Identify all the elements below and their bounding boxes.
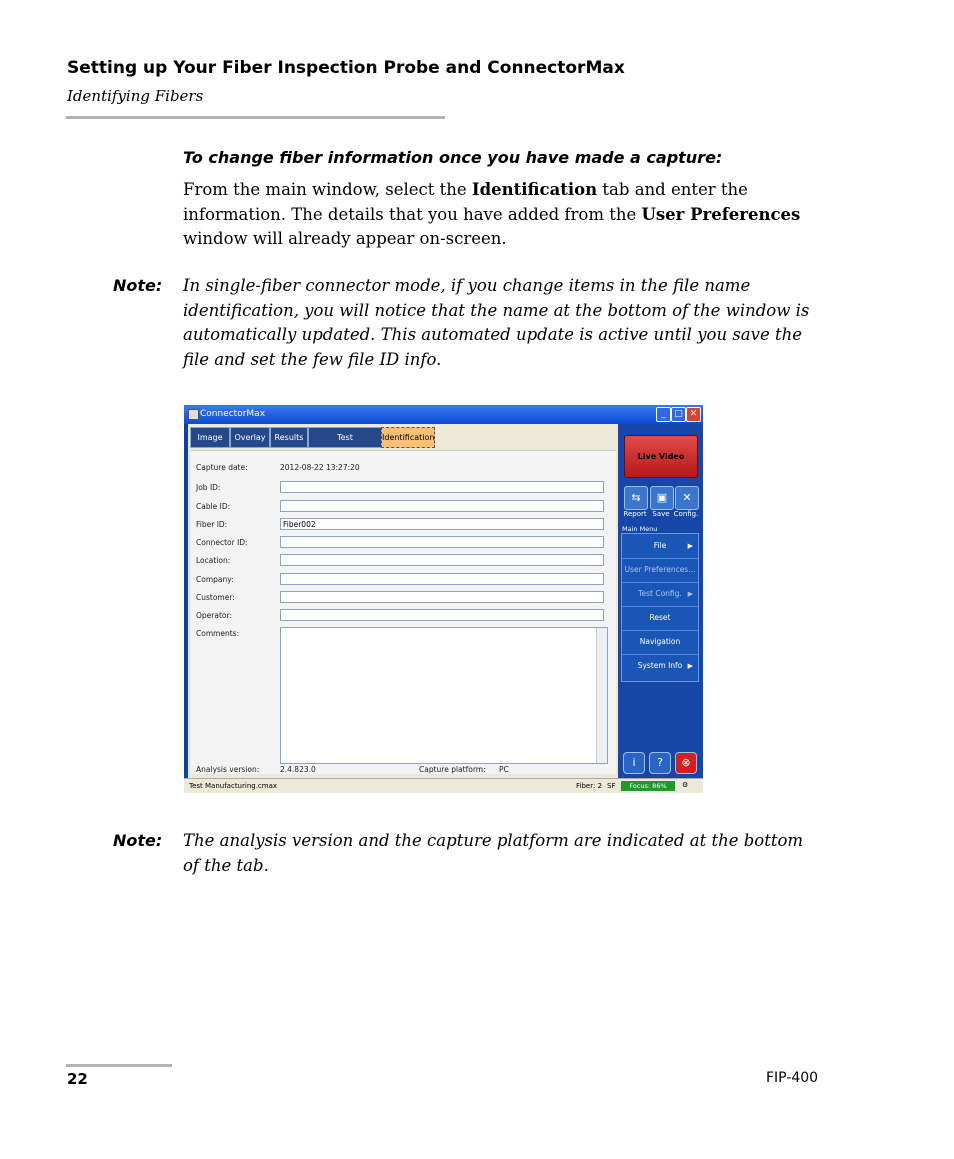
fiber-id-input[interactable]: Fiber002 xyxy=(280,518,604,530)
status-bar xyxy=(184,778,703,793)
connector-id-label: Connector ID: xyxy=(196,538,248,547)
window-title: ConnectorMax xyxy=(200,409,266,419)
live-video-button[interactable]: Live Video xyxy=(624,435,698,478)
status-mode: SF xyxy=(607,782,616,790)
save-icon[interactable]: ▣ xyxy=(650,486,674,510)
procedure-title: To change fiber information once you have made a capture: xyxy=(183,148,723,167)
menu-item-system-info-label: System Info xyxy=(637,661,683,670)
tab-image[interactable]: Image xyxy=(190,427,230,448)
arrow-right-icon: ▶ xyxy=(687,662,693,670)
menu-item-navigation[interactable] xyxy=(622,630,698,655)
tab-overlay[interactable]: Overlay xyxy=(230,427,270,448)
exit-icon[interactable]: ⊗ xyxy=(675,752,697,774)
capture-platform-label: Capture platform: xyxy=(419,765,486,774)
comments-textarea[interactable] xyxy=(280,627,608,764)
status-file: Test Manufacturing.cmax xyxy=(189,782,278,790)
menu-item-file-label: File xyxy=(653,541,667,550)
section-title: Identifying Fibers xyxy=(67,87,204,105)
identification-form xyxy=(191,450,616,774)
connectormax-window xyxy=(184,405,703,793)
status-focus: Focus: 86% xyxy=(621,781,675,791)
menu-item-test-config-label: Test Config. xyxy=(638,589,682,598)
job-id-input[interactable] xyxy=(280,481,604,493)
app-icon xyxy=(188,409,199,420)
customer-label: Customer: xyxy=(196,593,235,602)
main-menu xyxy=(621,533,699,682)
minimize-button[interactable]: _ xyxy=(656,407,671,422)
comments-label: Comments: xyxy=(196,629,240,638)
window-titlebar xyxy=(184,405,703,424)
note-label: Note: xyxy=(113,831,163,850)
note-label: Note: xyxy=(113,276,163,295)
arrow-right-icon: ▶ xyxy=(687,542,693,550)
chapter-title: Setting up Your Fiber Inspection Probe and ConnectorMax xyxy=(67,58,625,78)
company-input[interactable] xyxy=(280,573,604,585)
company-label: Company: xyxy=(196,575,234,584)
menu-item-reset-label: Reset xyxy=(649,613,671,622)
tab-test-configuration[interactable]: Test xyxy=(308,427,382,448)
config-icon[interactable]: ✕ xyxy=(675,486,699,510)
menu-item-file[interactable] xyxy=(622,534,698,559)
location-input[interactable] xyxy=(280,554,604,566)
save-label: Save xyxy=(652,510,670,518)
close-button[interactable]: ✕ xyxy=(686,407,701,422)
note-text: In single-fiber connector mode, if you change items in the file name identification, you will notice that the name at the bottom of the window is automatically updated. This automated update is active until you save the file and set the few file ID info. xyxy=(183,276,810,369)
customer-input[interactable] xyxy=(280,591,604,603)
menu-item-reset[interactable] xyxy=(622,606,698,631)
procedure-body xyxy=(183,178,823,252)
report-label: Report xyxy=(623,510,647,518)
note-text: The analysis version and the capture platform are indicated at the bottom of the tab. xyxy=(183,831,804,875)
analysis-version-value: 2.4.823.0 xyxy=(280,765,316,774)
document-name: FIP-400 xyxy=(766,1070,819,1086)
config-label: Config. xyxy=(673,510,699,518)
fiber-id-label: Fiber ID: xyxy=(196,520,228,529)
operator-input[interactable] xyxy=(280,609,604,621)
capture-platform-value: PC xyxy=(499,765,509,774)
cable-id-input[interactable] xyxy=(280,500,604,512)
info-icon[interactable]: i xyxy=(623,752,645,774)
comments-scrollbar[interactable] xyxy=(596,628,607,763)
header-rule xyxy=(66,116,445,119)
tab-identification[interactable]: Identification xyxy=(381,427,435,448)
maximize-button[interactable]: □ xyxy=(671,407,686,422)
body-text-3: window will already appear on-screen. xyxy=(183,229,507,248)
analysis-version-label: Analysis version: xyxy=(196,765,260,774)
menu-item-user-preferences-label: User Preferences... xyxy=(624,565,696,574)
body-text-1: From the main window, select the xyxy=(183,180,472,199)
main-pane xyxy=(188,424,618,787)
tab-results[interactable]: Results xyxy=(270,427,308,448)
body-bold-identification: Identification xyxy=(471,180,598,199)
capture-date-label: Capture date: xyxy=(196,463,248,472)
menu-item-navigation-label: Navigation xyxy=(639,637,681,646)
menu-item-system-info[interactable] xyxy=(622,654,698,678)
body-bold-user-preferences: User Preferences xyxy=(641,204,801,224)
location-label: Location: xyxy=(196,556,231,565)
page-number: 22 xyxy=(67,1070,88,1088)
capture-date-value: 2012-08-22 13:27:20 xyxy=(280,463,360,472)
report-icon[interactable]: ⇆ xyxy=(624,486,648,510)
status-tool-icon: ⚙ xyxy=(682,781,689,789)
cable-id-label: Cable ID: xyxy=(196,502,231,511)
arrow-right-icon: ▶ xyxy=(687,590,693,598)
operator-label: Operator: xyxy=(196,611,232,620)
main-menu-label: Main Menu xyxy=(622,525,658,533)
job-id-label: Job ID: xyxy=(196,483,221,492)
side-panel xyxy=(618,424,703,778)
help-icon[interactable]: ? xyxy=(649,752,671,774)
menu-item-user-preferences[interactable] xyxy=(622,558,698,583)
connector-id-input[interactable] xyxy=(280,536,604,548)
footer-rule xyxy=(66,1064,172,1067)
body-text-2: tab and enter the information. The details that you have added from the xyxy=(183,180,748,224)
status-fiber: Fiber: 2 xyxy=(576,782,603,790)
menu-item-test-config[interactable] xyxy=(622,582,698,607)
